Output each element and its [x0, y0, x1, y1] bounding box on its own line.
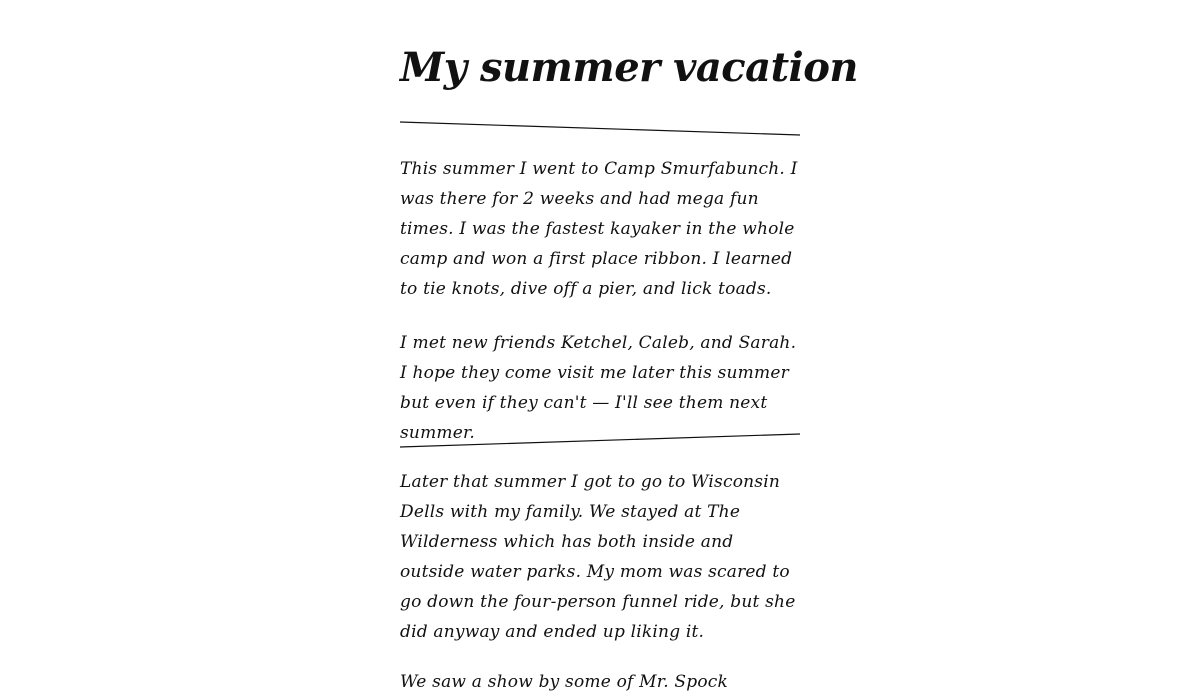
divider	[400, 433, 800, 449]
paragraph: I met new friends Ketchel, Caleb, and Sarah. I hope they come visit me later this summer but even if they can't — I'll see them next summer.	[400, 333, 797, 443]
divider	[400, 120, 800, 136]
paragraph: Later that summer I got to go to Wisconsin Dells with my family. We stayed at The Wilderness which has both inside and outside water parks. My mom was scared to go down the four-person funnel ride, but she did anyway and ended up liking it.	[400, 472, 796, 642]
page-title: My summer vacation	[400, 44, 859, 91]
paragraph: We saw a show by some of Mr. Spock	[400, 672, 728, 692]
paragraph: This summer I went to Camp Smurfabunch. I was there for 2 weeks and had mega fun times. I was the fastest kayaker in the whole camp and won a first place ribbon. I learned to tie knots, dive off a pier, and lick toads.	[400, 159, 798, 299]
